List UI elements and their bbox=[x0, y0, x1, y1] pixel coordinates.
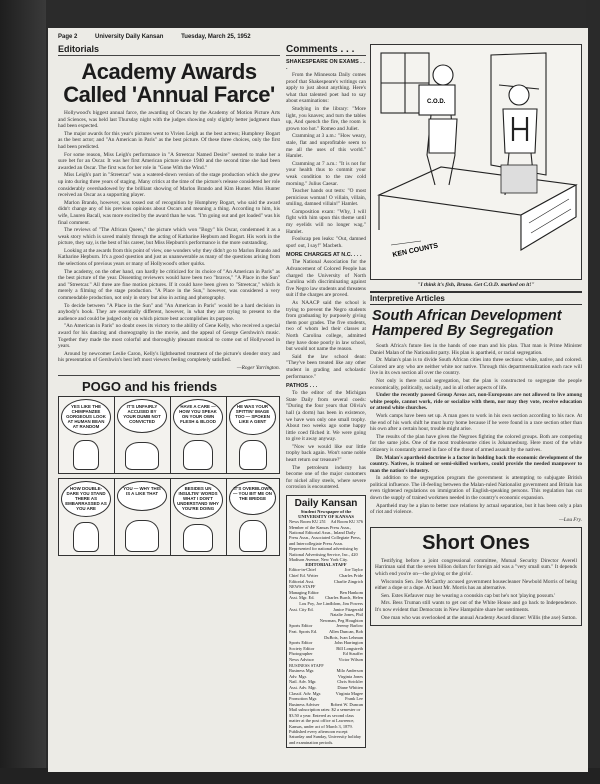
staff-role: Asst. Mgr. Ed. bbox=[289, 595, 315, 601]
comic-panel bbox=[59, 397, 115, 473]
interpretive-kicker: Interpretive Articles bbox=[370, 291, 582, 305]
paragraph: The results of the plan have given the Negroes fighting the colored groups. Both are competing for the same jobs. One of the most troublesome cities is Johannesburg. Here most of the white citizenry is constantly armed in face of the threat of armed assault by the natives. bbox=[370, 433, 582, 453]
comic-panel bbox=[227, 397, 279, 473]
staff-name: Frank Lee bbox=[345, 696, 363, 702]
speech-bubble: HE WAS YOUR SPITTIN' IMAGE TOO — SPOKEN LIKE A GENT bbox=[229, 399, 276, 435]
staff-role: Managing Editor bbox=[289, 589, 319, 595]
paragraph: One man who was overlooked at the annual Academy Award dinner: Willis (the axe) Sutton. bbox=[381, 614, 577, 621]
masthead-box bbox=[286, 495, 366, 748]
paragraph: Around by newcomer Leslie Caron, Kelly's lighthearted treatment of the picture's slender story and his presentation of Gershwin's best left most viewers feeling completely satisfied. bbox=[58, 350, 280, 364]
staff-name: Newman, Peg Houghton bbox=[319, 617, 363, 623]
staff-name: Allen Duncan, Bob bbox=[328, 629, 363, 634]
paragraph: Under the recently passed Group Areas act, non-Europeans are not allowed to live among white people, cannot work, ride or socialize with them, nor may they vote, receive education or attend white churches. bbox=[370, 392, 582, 412]
staff-name: Ed Stauffer bbox=[342, 651, 363, 657]
interpretive-headline: South African Development Hampered By Segregation bbox=[372, 308, 562, 339]
staff-role: Asst. City Ed. bbox=[289, 606, 314, 612]
short-ones-body bbox=[375, 558, 577, 621]
scanner-left-edge bbox=[0, 0, 46, 784]
staff-role: Sports Editor bbox=[289, 623, 313, 629]
paper-name: University Daily Kansan bbox=[95, 34, 164, 40]
comic-panel bbox=[171, 479, 227, 555]
paragraph: Work camps have been set up. A man goes to work in his own section according to his race. At the end of his work shift he must hurry home because if he were found in a race section other than his own after a certain hour, trouble might arise. bbox=[370, 412, 582, 433]
staff-role: BUSINESS STAFF bbox=[289, 662, 324, 668]
comic-title: POGO and his friends bbox=[82, 378, 218, 394]
staff-name: Chris Strickler bbox=[337, 679, 363, 685]
newspaper-page bbox=[48, 28, 588, 772]
comments-subhead: PATHOS . . . bbox=[286, 383, 318, 390]
staff-name: DuBois, Ivan Lehman bbox=[324, 634, 363, 640]
masthead-subtitle: Student Newspaper of the UNIVERSITY OF KANSAS bbox=[298, 509, 354, 520]
paragraph: To decide between "A Place in the Sun" and "An American in Paris" would be a hard decision in anybody's book. They are essentially different, however, in what they are trying to present to the audience and could be judged only on which picture best accomplishes its purpose. bbox=[58, 302, 280, 322]
pogo-character-figure bbox=[183, 524, 213, 552]
staff-name: Joe Taylor bbox=[344, 567, 363, 573]
staff-name: Charlie Zingrich bbox=[333, 578, 363, 584]
masthead-membership: Member of the Kansas Press Assn., National Editorial Assn., Inland Daily Press Assn., Associated Collegiate Press, and Intercollegiate Press Assn. Represented for national advertising by National Advertising Service, Inc., 420 Madison Avenue, New York City. bbox=[289, 524, 361, 563]
paragraph: "Now we would like our little trophy back again. Won't some noble heart return our treasure?" bbox=[286, 443, 366, 464]
staff-role: Classif. Adv. Mgr. bbox=[289, 690, 322, 696]
paragraph: The National Association for the Advancement of Colored People has charged the University of North Carolina with discriminating against five Negro law students and threatens suit if the charges are proved. bbox=[286, 259, 366, 299]
staff-role: Asst. Adv. Mgr. bbox=[289, 684, 317, 690]
paragraph: "An American in Paris" no doubt owes its victory to the ability of Gene Kelly, who received a special award for his dancing and choreography in the movie, and the appeal of George Gershwin's music. Together they made the most colorful and thoroughly pleasant musical to come out of Hollywood in years. bbox=[58, 323, 280, 350]
staff-role: Chief Ed. Writer bbox=[289, 573, 319, 579]
paragraph: Foolscap pen leaks: "Out, damned spot! out, I say!" Macbeth. bbox=[286, 236, 366, 249]
paragraph: Studying in the library: "More light, you knaves; and turn the tables up, And quench the fire, the room is grown too hot." Romeo and Juliet. bbox=[286, 105, 366, 132]
page-header bbox=[58, 34, 578, 40]
paragraph: To the editor of the Michigan State Daily from several coeds: "During the four years that Olivia's hall (a dorm) has been in existence, we have won only one small trophy. About two weeks ago some happy little coed filched it. We were going to give it away anyway. bbox=[286, 390, 366, 443]
staff-name: Janice Fitzgerald bbox=[333, 606, 363, 612]
comic-panel bbox=[115, 479, 171, 555]
paragraph: Looking at the awards from this point of view, one wonders why they didn't go to Marlon Brando and Katharine Hepburn. It's a good question and just as unanswerable as many of the questions arising from the selections of previous years or many of Hollywood's other quirks. bbox=[58, 247, 280, 268]
comic-strip-bottom bbox=[58, 478, 280, 556]
editorial-cartoon bbox=[370, 44, 582, 280]
page-number: Page 2 bbox=[58, 34, 78, 40]
comic-panel bbox=[227, 479, 279, 555]
comments-column bbox=[286, 44, 366, 764]
speech-bubble: IT'S UNFAIRLY ACCUSED BY YOUR DUMB NOT CONVICTED bbox=[117, 399, 167, 433]
divider bbox=[58, 375, 280, 376]
staff-heading: EDITORIAL STAFF bbox=[305, 562, 347, 568]
paragraph: Cramming at 3 a.m.: "How weary, stale, flat and unprofitable seem to me all the uses of this world." Hamlet. bbox=[286, 133, 366, 160]
staff-name: Milo Anderson bbox=[336, 668, 363, 674]
staff-name: Virginia Jones bbox=[337, 673, 363, 679]
editorial-column bbox=[58, 44, 280, 764]
paragraph: Miss Leigh's part in "Streetcar" was a watered-down version of the stage production which she grew up into during three years of staging. Many critics at the time of the picture's release considered her role considerably overshadowed by the brilliant showing of Marlon Brando and Kim Hunter. Miss Hunter received an Oscar as a supporting player. bbox=[58, 172, 280, 199]
character-head bbox=[433, 65, 453, 85]
paragraph: South Africa's future lies in the hands of one man and his plan. That man is Prime Minister Daniel Malan of the Nationalist party. His plan is apartheid, or racial segregation. bbox=[370, 343, 582, 356]
paragraph: Dr. Malan's plan is to divide South African cities into three sections: white, native, and colored. Colored are any who are neither white nor native. Through this departmentalization each race will live in its own section all over the country. bbox=[370, 357, 582, 377]
short-ones-headline: Short Ones bbox=[422, 531, 530, 554]
staff-role: Promotion Mgr. bbox=[289, 696, 318, 702]
speech-bubble: YOU — WHY THIS IS A LIKE THAT bbox=[117, 481, 167, 511]
comments-body bbox=[286, 72, 366, 249]
comic-panel bbox=[171, 397, 227, 473]
paragraph: Not only is there racial segregation, but the plan is constructed to segregate the people economically, politically, socially, and in all other aspects of life. bbox=[370, 377, 582, 391]
comments-subhead: MORE CHARGES AT N.C. . . . bbox=[286, 252, 362, 259]
right-column bbox=[370, 44, 582, 764]
paragraph: For some reason, Miss Leigh's performance in "A Streetcar Named Desire" seemed to make her a sure bet for an Oscar. It was her first American picture since 1940 and the second time she had been awarded an Oscar. The first was for her role in "Gone With the Wind." bbox=[58, 151, 280, 171]
staff-name: Natalie Jones, Phil bbox=[330, 612, 363, 618]
speech-bubble: YES LIKE THE CHIMPANZEE GORGEOUS LOOK AT HUMAN BEAN AT RANDOM bbox=[61, 399, 111, 435]
paragraph: Apartheid may be a plan to better race relations by actual separation, but it has been only a plan of riot and violence. bbox=[370, 502, 582, 516]
cartoon-caption: "I think it's fish, Bruno. Get C.O.D. marked on it!" bbox=[417, 282, 535, 288]
paragraph: Said the law school dean: "They've been treated like any other student in grading and scholastic performance." bbox=[286, 353, 366, 380]
masthead-footer: Mail subscription rates: $2 a semester or $3.50 a year. Entered as second class matter at the post office at Lawrence, Kansas, under act of March 3, 1879. Published every afternoon except Saturday and Sunday, University holiday and examination periods. bbox=[289, 707, 362, 745]
editorial-headline: Academy Awards Called 'Annual Farce' bbox=[63, 59, 275, 107]
short-ones-box bbox=[370, 527, 582, 626]
paragraph: Marlon Brando, however, was tossed out of recognition by Humphrey Bogart, who said the award didn't change any of his previous opinions about Oscars and meaning a thing. According to him, his wife, Lauren Bacall, was more excited by the award than he was. "I'm going out and get loaded" was his final comment. bbox=[58, 199, 280, 226]
paragraph: Mrs. Bess Truman still wants to get out of the White House and go back to Independence. It's now evident that Democrats in New Hampshire share her sentiments. bbox=[375, 600, 577, 613]
staff-name: Robert W. Duncan bbox=[330, 701, 363, 707]
staff-role: Feat. Sports Ed. bbox=[289, 629, 318, 634]
interpretive-signature: —Lou Fry. bbox=[559, 516, 582, 523]
staff-role: Business Adviser bbox=[289, 701, 320, 707]
box-label: C.O.D. bbox=[427, 99, 446, 105]
issue-date: Tuesday, March 25, 1952 bbox=[181, 34, 251, 40]
paragraph: Sen. Estes Kefauver may be wearing a coonskin cap but he's not 'playing possum.' bbox=[381, 592, 556, 599]
staff-name: Ben Hankom bbox=[339, 589, 363, 595]
cartoonist-signature: KEN COUNTS bbox=[391, 242, 439, 259]
staff-role: Natl. Adv. Mgr. bbox=[289, 679, 317, 685]
pogo-character-figure bbox=[73, 440, 99, 470]
news-room: News Room KU 251 bbox=[289, 519, 326, 525]
staff-role: Sports Editor bbox=[289, 640, 313, 646]
paragraph: Dr. Malan's apartheid doctrine is a factor in holding back the economic development of the country. Natives, is trained or semi-skilled workers, could provide the needed manpower to man the nation's industry. bbox=[370, 454, 582, 474]
staff-role: Photographer bbox=[289, 651, 313, 657]
pogo-character-figure bbox=[239, 520, 267, 552]
paragraph: Teacher hands out tests: "O most pernicious woman! O villain, villain, smiling, damned villain!" Hamlet. bbox=[286, 188, 366, 208]
paragraph: Composition exam: "Why, I will fight with him upon this theme until my eyelids will no longer wag." Hamlet. bbox=[286, 208, 366, 235]
comic-panel bbox=[115, 397, 171, 473]
comic-panel bbox=[59, 479, 115, 555]
paragraph: From the Minnesota Daily comes proof that Shakespeare's writings can apply to just about anything. Here's what that talented poet had to say about examinations: bbox=[286, 72, 366, 105]
masthead-title: Daily Kansan bbox=[294, 498, 358, 510]
paragraph: Wisconsin Sen. Joe McCarthy accused government housecleaner Newbold Morris of being either a dope or a dupe. At least Mr. Morris has an alternative. bbox=[375, 578, 577, 592]
character-head bbox=[509, 85, 529, 105]
speech-bubble: IT'S OVERBLOWN — YOU BIT ME ON THE BRIDGE bbox=[229, 481, 276, 515]
paragraph: The major awards for this year's pictures went to Vivien Leigh as the best actress; Humphrey Bogart as the best actor; and "An American in Paris" as the best picture. Of these three choices, only the first had been predicted. bbox=[58, 130, 280, 150]
section-kicker: Editorials bbox=[58, 44, 280, 56]
staff-name: Jeremy Barlow bbox=[336, 623, 363, 629]
editorial-body bbox=[58, 110, 280, 364]
scanner-right-edge bbox=[586, 0, 600, 784]
ad-room: Ad Room KU 376 bbox=[330, 519, 363, 525]
pogo-character-figure bbox=[73, 522, 99, 552]
comments-title: Comments . . . bbox=[286, 44, 366, 56]
staff-name: Lou Poy, Joe Lindblom, Jim Powers bbox=[299, 601, 363, 607]
paragraph: Hollywood's biggest annual farce, the awarding of Oscars by the Academy of Motion Picture Arts and Sciences, was held last Thursday night with the judges showing only slightly better judgment than had been expected. bbox=[58, 110, 280, 130]
staff-role: News Advisor bbox=[289, 656, 315, 662]
paragraph: The academy, on the other hand, can hardly be criticized for its choice of "An American in Paris" as the best picture of the year. Dissenting reviewers would have been two "bravos," "A Place in the Sun" and "Streetcar." All three are fine motion pictures. If it could have been given to "Streetcar," which is merely a filming of the stage production. "A Place in the Sun," however, was considered a very commendable production, not only in story but also in acting and photography. bbox=[58, 268, 280, 302]
staff-name: Diane Whitten bbox=[337, 684, 363, 690]
interpretive-body bbox=[370, 343, 582, 516]
comments-body bbox=[286, 390, 366, 491]
staff-list bbox=[289, 567, 363, 707]
staff-role: Business Mgr. bbox=[289, 668, 315, 674]
staff-name: John Harrington bbox=[334, 640, 363, 646]
paragraph: Cramming at 7 a.m.: "It is not for your health thus to commit your weak condition to the raw cold morning." Julius Caesar. bbox=[286, 160, 366, 187]
pogo-character-figure bbox=[239, 440, 267, 470]
paragraph: Testifying before a joint congressional committee, Mutual Security Director Averell Harriman said that the seven billion dollars for foreign aid was a "very small sum." It depends which end you're on—the giving or the givin'. bbox=[375, 557, 577, 578]
staff-role: Society Editor bbox=[289, 645, 315, 651]
cartoon-drawing bbox=[371, 45, 582, 280]
paragraph: As NAACP said the school is trying to prevent the Negro students from graduating by purposely giving them poor grades. The five students, two of whom led their classes at North Carolina college, admitted they have done poorly in law school, but would not name the reason. bbox=[286, 300, 366, 353]
speech-bubble: HOW DOUBLE-DARE YOU STAND THERE AS EMBARRASSED AS YOU ARE bbox=[61, 481, 111, 517]
staff-name: Charles Burch, Helen bbox=[325, 595, 363, 601]
staff-role: Editorial Asst. bbox=[289, 578, 315, 584]
comments-body bbox=[286, 259, 366, 380]
staff-role: Adv. Mgr. bbox=[289, 673, 307, 679]
staff-name: Victor Wilson bbox=[338, 656, 363, 662]
staff-name: Charles Pride bbox=[339, 573, 363, 579]
speech-bubble: HAVE A CARE — HOW YOU SPEAK ON YOUR OWN FLESH & BLOOD bbox=[173, 399, 223, 435]
comic-strip-top bbox=[58, 396, 280, 474]
pogo-character-figure bbox=[183, 440, 213, 470]
paragraph: In addition to the segregation program the government is attempting to subjugate British political influence. The ill-feeling between the Malan-ruled Nationalist government and Britain has even tightened regulations on immigration of English-speaking persons. This regulation has cut down the supply of trained workmen needed in the country's economic expansion. bbox=[370, 475, 582, 502]
staff-role: Editor-in-Chief bbox=[289, 567, 316, 573]
staff-name: Virginia Magee bbox=[335, 690, 363, 696]
speech-bubble: BESIDES UN INSULTIN' WORDS WHAT I DON'T UNDERSTAND WHY YOU'RE DOING bbox=[173, 481, 223, 519]
paragraph: The petroleum industry has become one of the major customers for nickel alloy steels, where severe corrosion is encountered. bbox=[286, 464, 366, 491]
pogo-character-figure bbox=[125, 442, 159, 470]
staff-name: Bill Longstreth bbox=[336, 645, 363, 651]
editorial-signature: —Roger Yarrington. bbox=[236, 364, 280, 371]
paragraph: The reviews of "The African Queen," the picture which won "Bogy" his Oscar, condemned it as a weak story which is saved mainly through the acting of Katharine Hepburn and Bogart. His work in the picture, they say, is the best of his career, but Miss Hepburn's performance is the more outstanding. bbox=[58, 227, 280, 247]
comments-subhead: SHAKESPEARE ON EXAMS . . . bbox=[286, 59, 365, 71]
staff-role: NEWS STAFF bbox=[289, 584, 316, 590]
pogo-character-figure bbox=[125, 520, 159, 552]
